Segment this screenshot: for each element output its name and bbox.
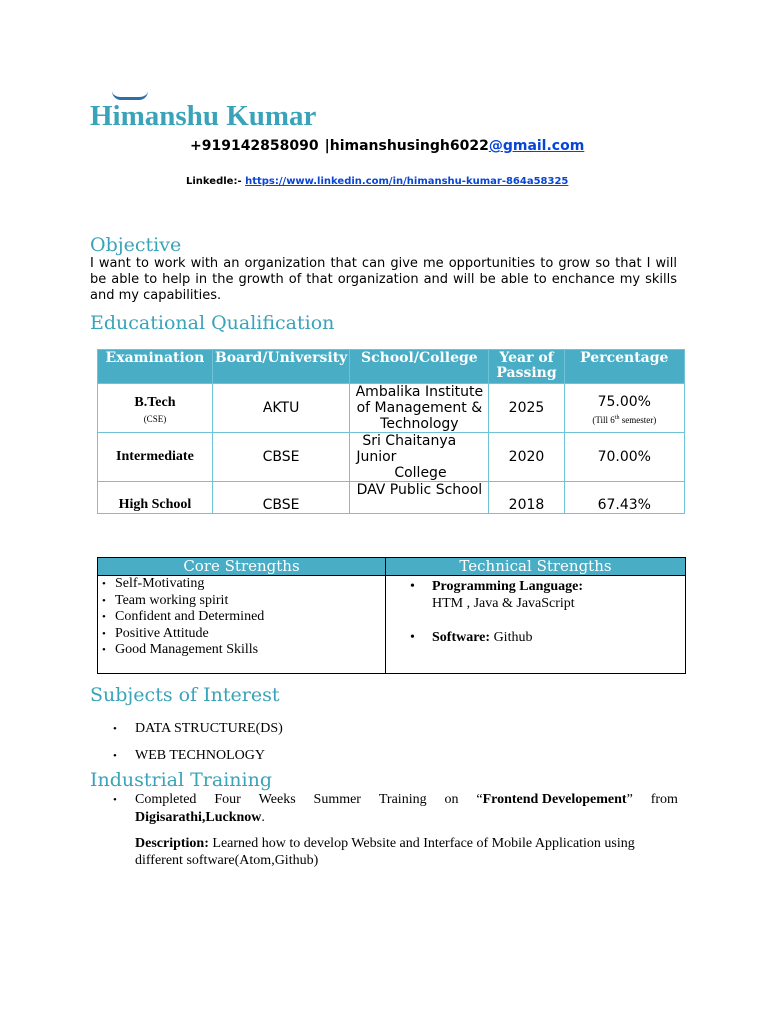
list-item: • Self-Motivating	[102, 576, 264, 593]
percentage-value: 75.00%	[597, 394, 651, 410]
year-cell: 2025	[489, 384, 564, 433]
training-item: • Completed Four Weeks Summer Training on “Frontend Developement” from Digisarathi,Lucknow.	[113, 792, 678, 825]
percentage-cell: 67.43%	[564, 482, 684, 514]
year-cell: 2020	[489, 433, 564, 482]
strengths-table	[97, 557, 686, 674]
year-cell: 2018	[489, 482, 564, 514]
software-value: Github	[490, 630, 533, 645]
education-table	[97, 349, 685, 514]
list-item: • Confident and Determined	[102, 609, 264, 626]
core-strengths-list	[102, 576, 264, 659]
column-header: Percentage	[564, 350, 684, 384]
bullet-icon: •	[410, 630, 415, 645]
technical-strengths-content	[410, 578, 583, 646]
contact-line	[190, 138, 584, 154]
table-header-row	[98, 350, 685, 384]
exam-name: B.Tech	[134, 395, 176, 410]
bullet-icon: •	[410, 579, 415, 594]
logo-mark	[112, 91, 148, 100]
description-text: Learned how to develop Website and Interface of Mobile Application using different software(Atom,Github)	[135, 836, 635, 868]
percentage-cell	[564, 384, 684, 433]
training-heading: Industrial Training	[90, 769, 273, 791]
exam-note: (CSE)	[143, 414, 167, 424]
column-header: Board/University	[212, 350, 349, 384]
board-cell: CBSE	[212, 482, 349, 514]
percentage-note: (Till 6th semester)	[592, 415, 657, 425]
training-description	[135, 835, 675, 869]
candidate-name: Himanshu Kumar	[90, 100, 317, 132]
objective-text: I want to work with an organization that can give me opportunities to grow so that I will be able to help in the growth of that organization and will be able to enchance my skills and my capabilities.	[90, 256, 677, 303]
education-heading: Educational Qualification	[90, 312, 335, 334]
training-topic: Frontend Developement	[482, 792, 627, 807]
table-row	[98, 482, 685, 514]
objective-heading: Objective	[90, 234, 182, 256]
bullet-icon: •	[113, 794, 117, 806]
school-line: Sri Chaitanya	[362, 433, 457, 449]
column-header: Examination	[98, 350, 213, 384]
board-cell: AKTU	[212, 384, 349, 433]
percentage-cell: 70.00%	[564, 433, 684, 482]
linkedin-label: Linkedle:-	[186, 176, 242, 187]
core-strengths-header: Core Strengths	[98, 558, 385, 576]
subjects-heading: Subjects of Interest	[90, 684, 280, 706]
list-item: • Good Management Skills	[102, 642, 264, 659]
technical-strengths-header: Technical Strengths	[386, 558, 685, 576]
linkedin-link[interactable]: https://www.linkedin.com/in/himanshu-kumar-864a58325	[245, 176, 569, 187]
bullet-icon: •	[113, 750, 117, 762]
phone-number: +919142858090	[190, 138, 319, 154]
school-cell	[350, 433, 489, 482]
column-divider	[385, 558, 386, 673]
email-user: |himanshusingh6022	[324, 138, 489, 154]
table-row	[98, 384, 685, 433]
linkedin-line	[186, 176, 568, 187]
programming-value: HTM , Java & JavaScript	[432, 596, 575, 611]
list-item: • Positive Attitude	[102, 626, 264, 643]
list-item: • WEB TECHNOLOGY	[113, 748, 266, 763]
exam-cell: Intermediate	[98, 433, 213, 482]
list-item: • DATA STRUCTURE(DS)	[113, 721, 283, 736]
school-line: College	[394, 465, 447, 481]
table-row	[98, 433, 685, 482]
school-cell: DAV Public School	[350, 482, 489, 514]
software-label: Software:	[432, 630, 491, 645]
email-domain-link[interactable]: @gmail.com	[488, 138, 585, 154]
school-cell: Ambalika Institute of Management & Technology	[350, 384, 489, 433]
column-header: School/College	[350, 350, 489, 384]
description-label: Description:	[135, 836, 209, 851]
list-item: • Team working spirit	[102, 593, 264, 610]
exam-cell	[98, 384, 213, 433]
school-line: Junior	[356, 449, 397, 465]
column-header: Year of Passing	[489, 350, 564, 384]
bullet-icon: •	[113, 723, 117, 735]
exam-cell: High School	[98, 482, 213, 514]
board-cell: CBSE	[212, 433, 349, 482]
training-company: Digisarathi,Lucknow	[135, 810, 262, 825]
programming-label: Programming Language:	[432, 579, 584, 594]
